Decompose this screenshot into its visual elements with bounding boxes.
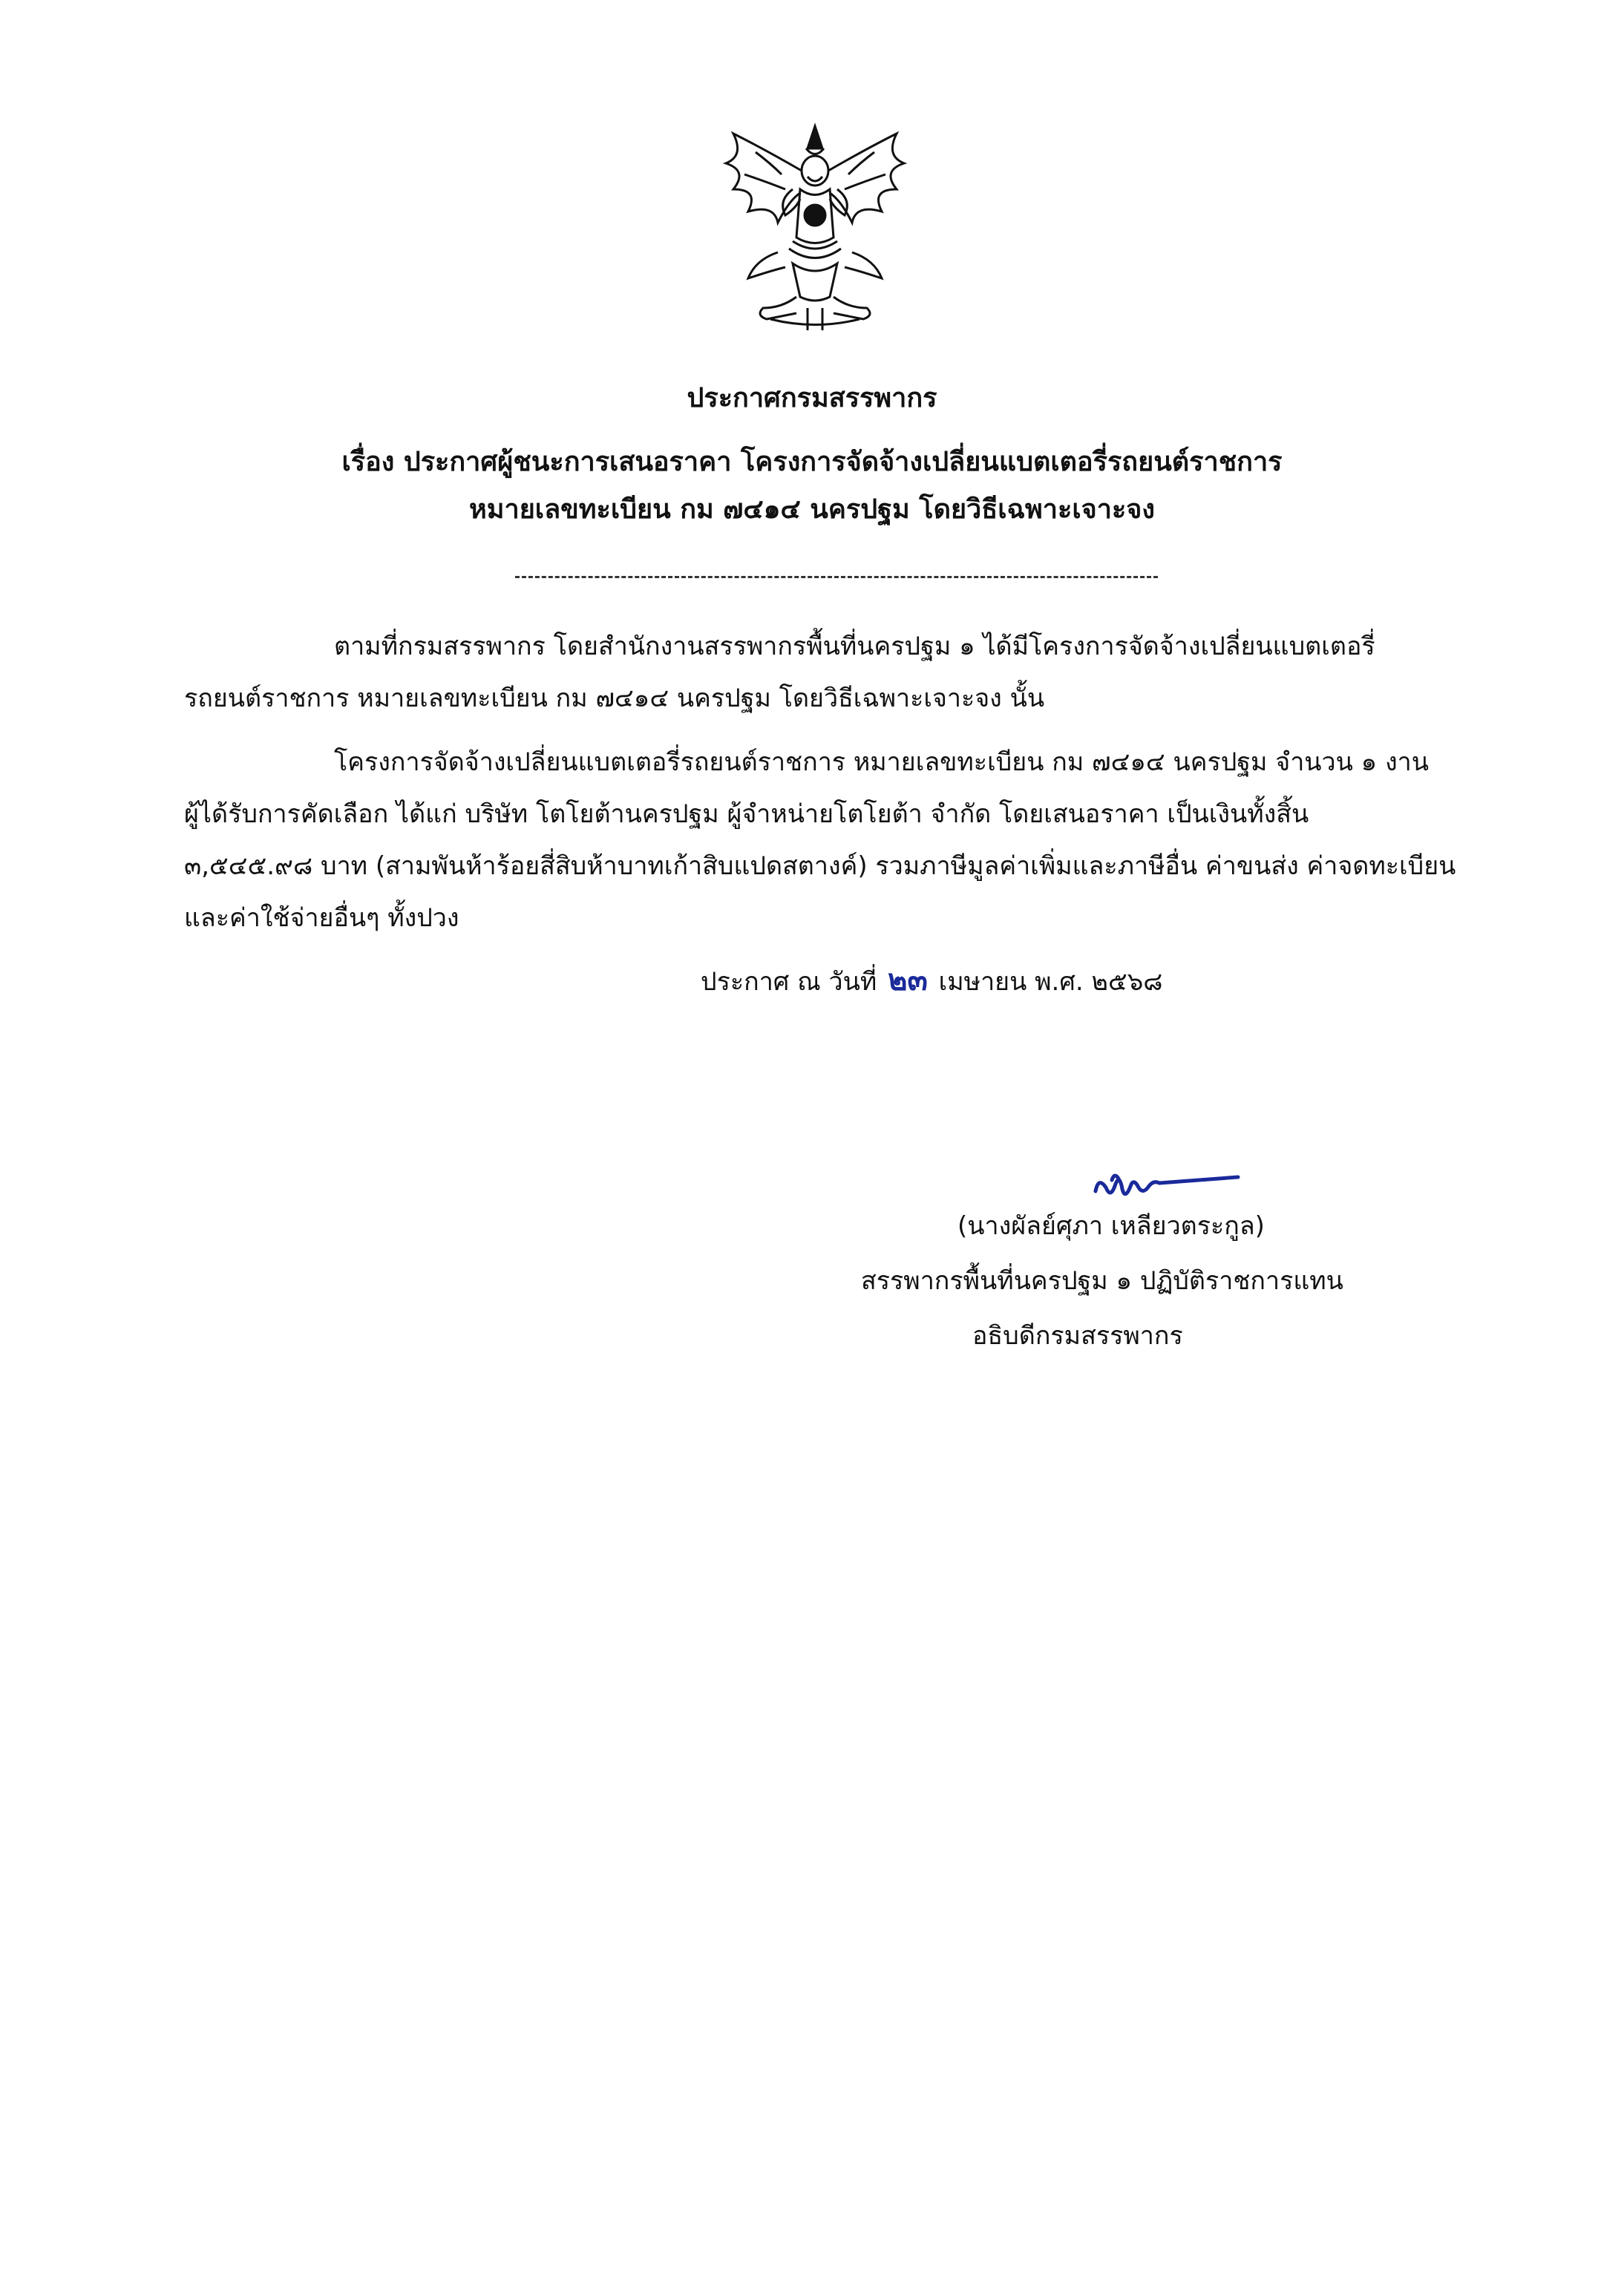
handwritten-signature-icon	[1090, 1158, 1253, 1210]
signatory-on-behalf-of: อธิบดีกรมสรรพากร	[972, 1321, 1183, 1351]
paragraph-2-line-3: ๓,๕๔๕.๙๘ บาท (สามพันห้าร้อยสี่สิบห้าบาทเก้าสิบแปดสตางค์) รวมภาษีมูลค่าเพิ่มและภาษีอื่น ค่าขนส่ง ค่าจดทะเบียน	[184, 851, 1456, 881]
subject-line-1: เรื่อง ประกาศผู้ชนะการเสนอราคา โครงการจัดจ้างเปลี่ยนแบตเตอรี่รถยนต์ราชการ	[341, 447, 1283, 477]
signatory-position: สรรพากรพื้นที่นครปฐม ๑ ปฏิบัติราชการแทน	[861, 1266, 1343, 1296]
date-suffix: เมษายน พ.ศ. ๒๕๖๘	[938, 967, 1163, 997]
announcement-date	[701, 956, 1163, 1006]
paragraph-2-line-4: และค่าใช้จ่ายอื่นๆ ทั้งปวง	[184, 903, 459, 933]
signatory-name: (นางผัลย์ศุภา เหลียวตระกูล)	[957, 1211, 1265, 1241]
garuda-emblem-icon	[704, 119, 926, 341]
date-prefix: ประกาศ ณ วันที่	[701, 967, 877, 997]
dashed-separator	[515, 576, 1158, 578]
issuer-heading: ประกาศกรมสรรพากร	[687, 383, 937, 413]
subject-line-2: หมายเลขทะเบียน กม ๗๔๑๔ นครปฐม โดยวิธีเฉพาะเจาะจง	[469, 494, 1155, 525]
paragraph-1-line-2: รถยนต์ราชการ หมายเลขทะเบียน กม ๗๔๑๔ นครปฐม โดยวิธีเฉพาะเจาะจง นั้น	[184, 684, 1045, 713]
date-day-handwritten: ๒๓	[888, 963, 928, 997]
paragraph-2-line-1: โครงการจัดจ้างเปลี่ยนแบตเตอรี่รถยนต์ราชการ หมายเลขทะเบียน กม ๗๔๑๔ นครปฐม จำนวน ๑ งาน	[334, 747, 1429, 777]
paragraph-2-line-2: ผู้ได้รับการคัดเลือก ได้แก่ บริษัท โตโยต้านครปฐม ผู้จำหน่ายโตโยต้า จำกัด โดยเสนอราคา เป็นเงินทั้งสิ้น	[184, 799, 1309, 829]
paragraph-1-line-1: ตามที่กรมสรรพากร โดยสำนักงานสรรพากรพื้นที่นครปฐม ๑ ได้มีโครงการจัดจ้างเปลี่ยนแบตเตอรี่	[334, 632, 1375, 661]
